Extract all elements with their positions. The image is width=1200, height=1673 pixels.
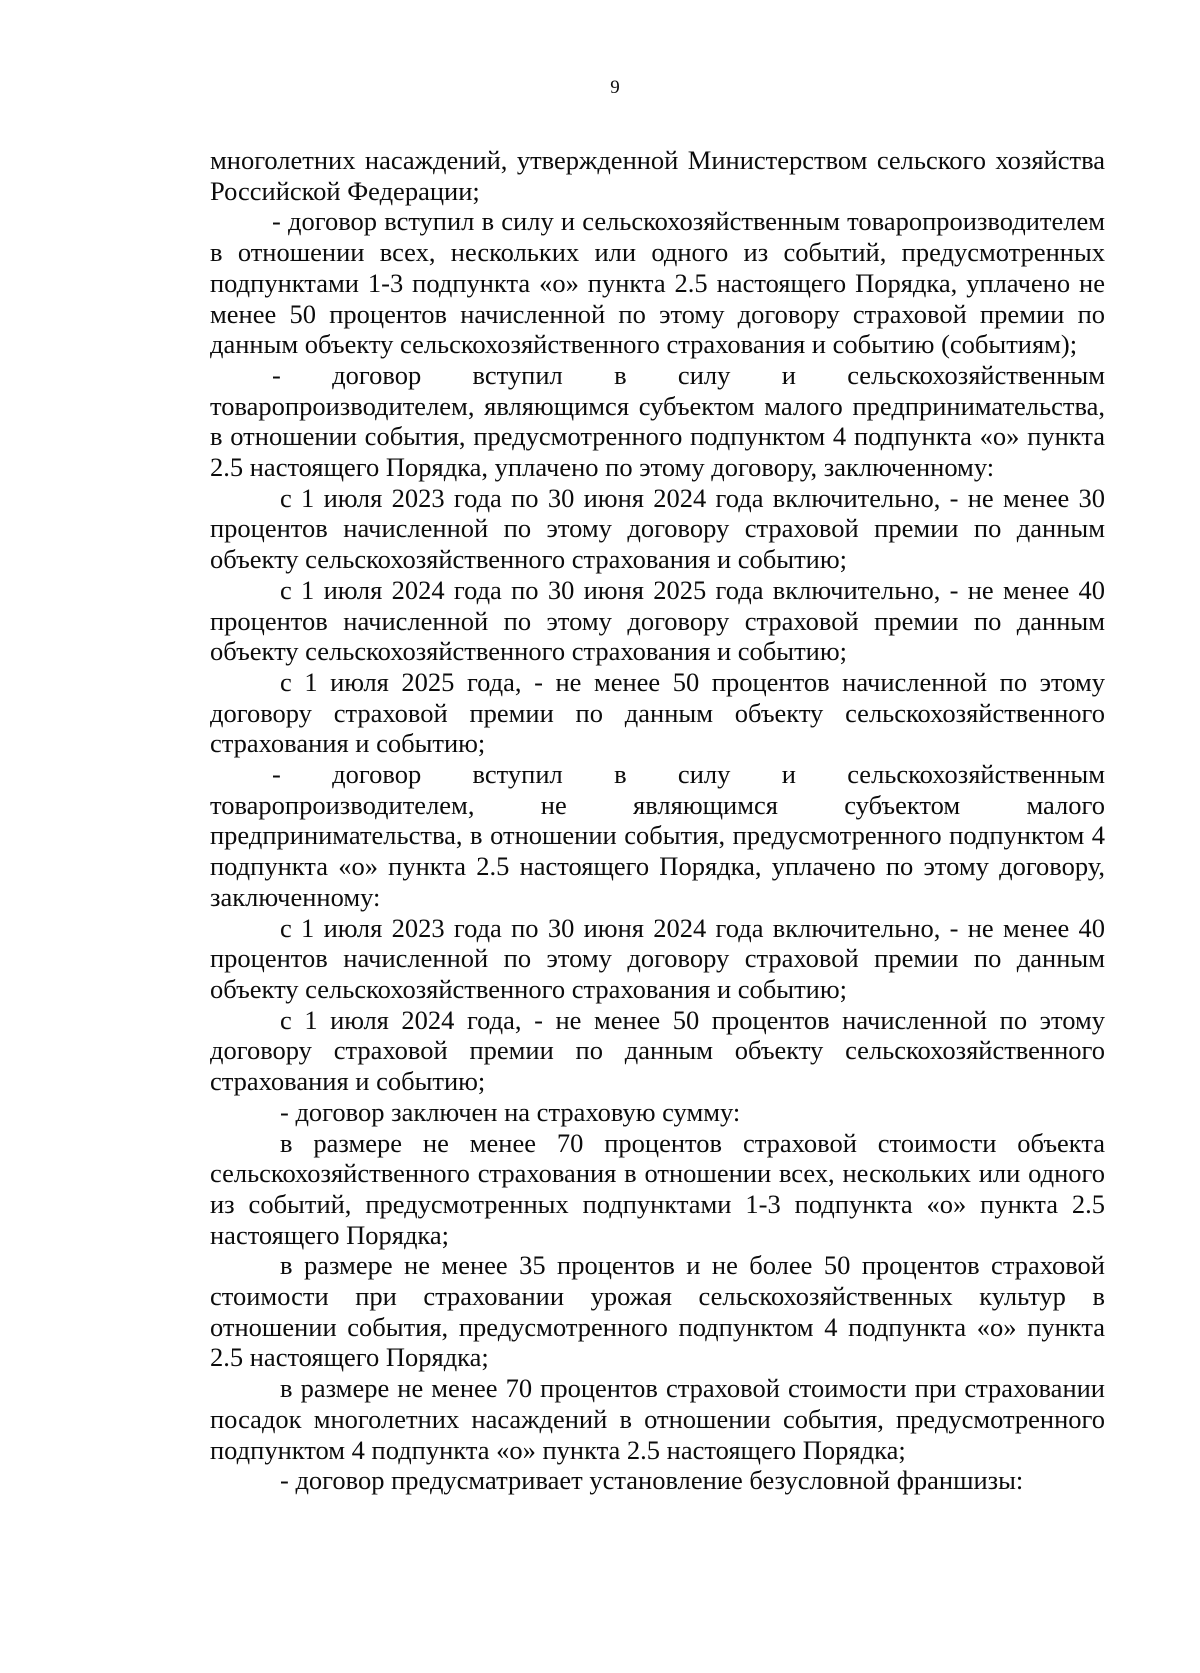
paragraph-continuation: многолетних насаждений, утвержденной Министерством сельского хозяйства Российской Федерации; [210,145,1105,206]
paragraph-2024-2025-40-percent: с 1 июля 2024 года по 30 июня 2025 года включительно, - не менее 40 процентов начисленной по этому договору страховой премии по данным объекту сельскохозяйственного страхования и событию; [210,574,1105,667]
paragraph-perennial-plantings-70-percent: в размере не менее 70 процентов страховой стоимости при страховании посадок многолетних насаждений в отношении события, предусмотренного подпунктом 4 подпункта «о» пункта 2.5 настоящего Порядка; [210,1373,1105,1465]
paragraph-2023-2024-30-percent: с 1 июля 2023 года по 30 июня 2024 года включительно, - не менее 30 процентов начисленной по этому договору страховой премии по данным объекту сельскохозяйственного страхования и событию; [210,482,1105,575]
paragraph-insured-sum-35-50-percent: в размере не менее 35 процентов и не более 50 процентов страховой стоимости при страховании урожая сельскохозяйственных культур в отношении события, предусмотренного подпунктом 4 подпункта «о» пункта 2.5 настоящего Порядка; [210,1250,1105,1373]
paragraph-contract-premium-paid: - договор вступил в силу и сельскохозяйственным товаропроизводителем в отношении всех, нескольких или одного из событий, предусмотренных подпунктами 1-3 подпункта «о» пункта 2.5 настоящего Порядка, уплачено не менее 50 процентов начисленной по этому договору страховой премии по данным объекту сельскохозяйственного страхования и событию (событиям); [210,206,1105,360]
paragraph-2023-2024-40-percent: с 1 июля 2023 года по 30 июня 2024 года включительно, - не менее 40 процентов начисленной по этому договору страховой премии по данным объекту сельскохозяйственного страхования и событию; [210,912,1105,1004]
page-number: 9 [610,77,620,98]
document-body [210,145,1105,1496]
paragraph-unconditional-deductible: - договор предусматривает установление безусловной франшизы: [280,1465,1024,1496]
paragraph-2025-50-percent: с 1 июля 2025 года, - не менее 50 процентов начисленной по этому договору страховой премии по данным объекту сельскохозяйственного страхования и событию; [210,666,1105,759]
paragraph-insured-sum-70-percent: в размере не менее 70 процентов страховой стоимости объекта сельскохозяйственного страхования в отношении всех, нескольких или одного из событий, предусмотренных подпунктами 1-3 подпункта «о» пункта 2.5 настоящего Порядка; [210,1127,1105,1250]
paragraph-small-business-premium: - договор вступил в силу и сельскохозяйственным товаропроизводителем, являющимся субъектом малого предпринимательства, в отношении события, предусмотренного подпунктом 4 подпункта «о» пункта 2.5 настоящего Порядка, уплачено по этому договору, заключенному: [210,359,1105,483]
paragraph-insured-sum: - договор заключен на страховую сумму: [280,1096,741,1127]
paragraph-2024-50-percent: с 1 июля 2024 года, - не менее 50 процентов начисленной по этому договору страховой премии по данным объекту сельскохозяйственного страхования и событию; [210,1004,1105,1097]
paragraph-non-small-business-premium: - договор вступил в силу и сельскохозяйственным товаропроизводителем, не являющимся субъектом малого предпринимательства, в отношении события, предусмотренного подпунктом 4 подпункта «о» пункта 2.5 настоящего Порядка, уплачено по этому договору, заключенному: [210,759,1105,912]
